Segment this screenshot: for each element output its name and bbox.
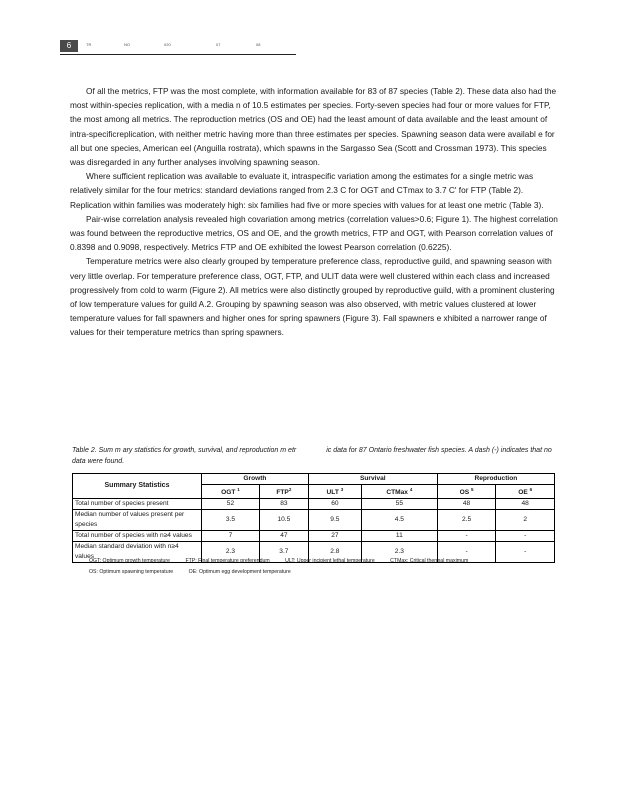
column-header: ULT $^3$ <box>308 485 361 499</box>
table-cell: 2.5 <box>437 510 496 531</box>
table-cell: 2.8 <box>308 542 361 563</box>
table-cell: 60 <box>308 499 361 510</box>
header-item: NO <box>124 42 130 47</box>
paragraph: Temperature metrics were also clearly grouped by temperature preference class, reproductive guild, and spawning season with very little overlap. For temperature preference class, OGT, FTP, and ULIT data were well clustered within each class and increased progressively from cold to warm (Figure 2). All metrics were also distinctly grouped by reproductive guild, with a prominent clustering of low temperature values for guild A.2. Grouping by spawning season was also observed, with metric values clustered at lower temperature values for fall spawners and higher ones for spring spawners (Figure 3). Fall spawners e xhibited a narrower range of values for their temperature metrics than spring spawners. <box>70 256 555 338</box>
paragraph: Where sufficient replication was available to evaluate it, intraspecific variation among the estimates for a single metric was relatively similar for the four metrics: standard deviations ranged from 2.3 C for OGT and CTmax to 3.7 C' for FTP (Table 2). Replication within families was moderately high: six families had five or more species with values for at least one metric (Table 3). <box>70 171 544 210</box>
table-cell: 11 <box>361 531 437 542</box>
table-cell: - <box>437 531 496 542</box>
footnote: ULT: Upper incipient lethal temperature <box>285 558 375 564</box>
table-cell: 83 <box>259 499 308 510</box>
table-cell: - <box>437 542 496 563</box>
summary-statistics-table <box>72 473 555 563</box>
table-row <box>73 499 555 510</box>
column-header: OE $^6$ <box>496 485 555 499</box>
running-header <box>60 38 296 55</box>
table-cell: - <box>496 542 555 563</box>
header-item: 08 <box>256 42 261 47</box>
table-cell: - <box>496 531 555 542</box>
table-cell: 48 <box>437 499 496 510</box>
table-footnotes <box>89 556 559 578</box>
footnote: FTP: Final temperature preferendum <box>185 558 270 564</box>
footnote: OE: Optimum egg development temperature <box>188 569 291 575</box>
row-label: Total number of species with n≥4 values <box>73 531 202 542</box>
column-header: OS $^5$ <box>437 485 496 499</box>
row-label: Total number of species present <box>73 499 202 510</box>
column-header: OGT $^1$ <box>202 485 260 499</box>
body-text <box>70 84 560 340</box>
row-label: Median number of values present per species <box>73 510 202 531</box>
header-item: 07 <box>216 42 221 47</box>
table-cell: 3.5 <box>202 510 260 531</box>
table-cell: 10.5 <box>259 510 308 531</box>
table-cell: 48 <box>496 499 555 510</box>
footnote-row <box>89 567 559 578</box>
footnote-row <box>89 556 559 567</box>
table-row <box>73 531 555 542</box>
table-cell: 52 <box>202 499 260 510</box>
table-cell: 4.5 <box>361 510 437 531</box>
header-item: 020 <box>164 42 171 47</box>
group-header-reproduction: Reproduction <box>437 474 554 485</box>
footnote: OS: Optimum spawning temperature <box>89 569 174 575</box>
column-header: FTP$^2$ <box>259 485 308 499</box>
caption-part: Table 2. Sum m ary statistics for growth, survival, and reproduction m etr <box>72 447 297 454</box>
row-label: Median standard deviation with n≥4 values <box>73 542 202 563</box>
table-cell: 9.5 <box>308 510 361 531</box>
page-number-badge: 6 <box>60 40 78 52</box>
table-cell: 55 <box>361 499 437 510</box>
table-cell: 47 <box>259 531 308 542</box>
table-cell: 7 <box>202 531 260 542</box>
table-cell: 3.7 <box>259 542 308 563</box>
table-cell: 2.3 <box>361 542 437 563</box>
summary-header: Summary Statistics <box>73 474 202 499</box>
table-cell: 2.3 <box>202 542 260 563</box>
paragraph: Of all the metrics, FTP was the most complete, with information available for 83 of 87 species (Table 2). These data also had the most within-species replication, with a media n of 10.5 estimates per species. Forty-seven species had four or more values for FTP, the most among all metrics. The reproduction metrics (OS and OE) had the least amount of data available and the least amount of intra-specificreplication, with neither metric having more than three estimates per species. Spawning season data were availabl e for all but one species, American eel (Anguilla rostrata), which spawns in the Sargasso Sea (Scott and Crossman 1973). This species was disregarded in any further analyses involving spawning season. <box>70 86 557 168</box>
paragraph: Pair-wise correlation analysis revealed high covariation among metrics (correlation values>0.6; Figure 1). The highest correlation was found between the reproductive metrics, OS and OE, and the growth metrics, FTP and OGT, with Pearson correlation values of 0.8398 and 0.9098, respectively. Metrics FTP and OE exhibited the lowest Pearson correlation (0.6225). <box>70 213 558 253</box>
footnote: CTMax: Critical thermal maximum <box>390 558 469 564</box>
caption-part: ic data for 87 Ontario freshwater fish species. A dash (-) indicates that no data were found. <box>72 447 552 465</box>
table-caption <box>72 446 562 467</box>
header-item: TR <box>86 42 92 47</box>
table-cell: 27 <box>308 531 361 542</box>
table-row <box>73 510 555 531</box>
footnote: OGT: Optimum growth temperature <box>89 558 171 564</box>
group-header-survival: Survival <box>308 474 437 485</box>
group-header-growth: Growth <box>202 474 309 485</box>
table-cell: 2 <box>496 510 555 531</box>
column-header: CTMax $^4$ <box>361 485 437 499</box>
